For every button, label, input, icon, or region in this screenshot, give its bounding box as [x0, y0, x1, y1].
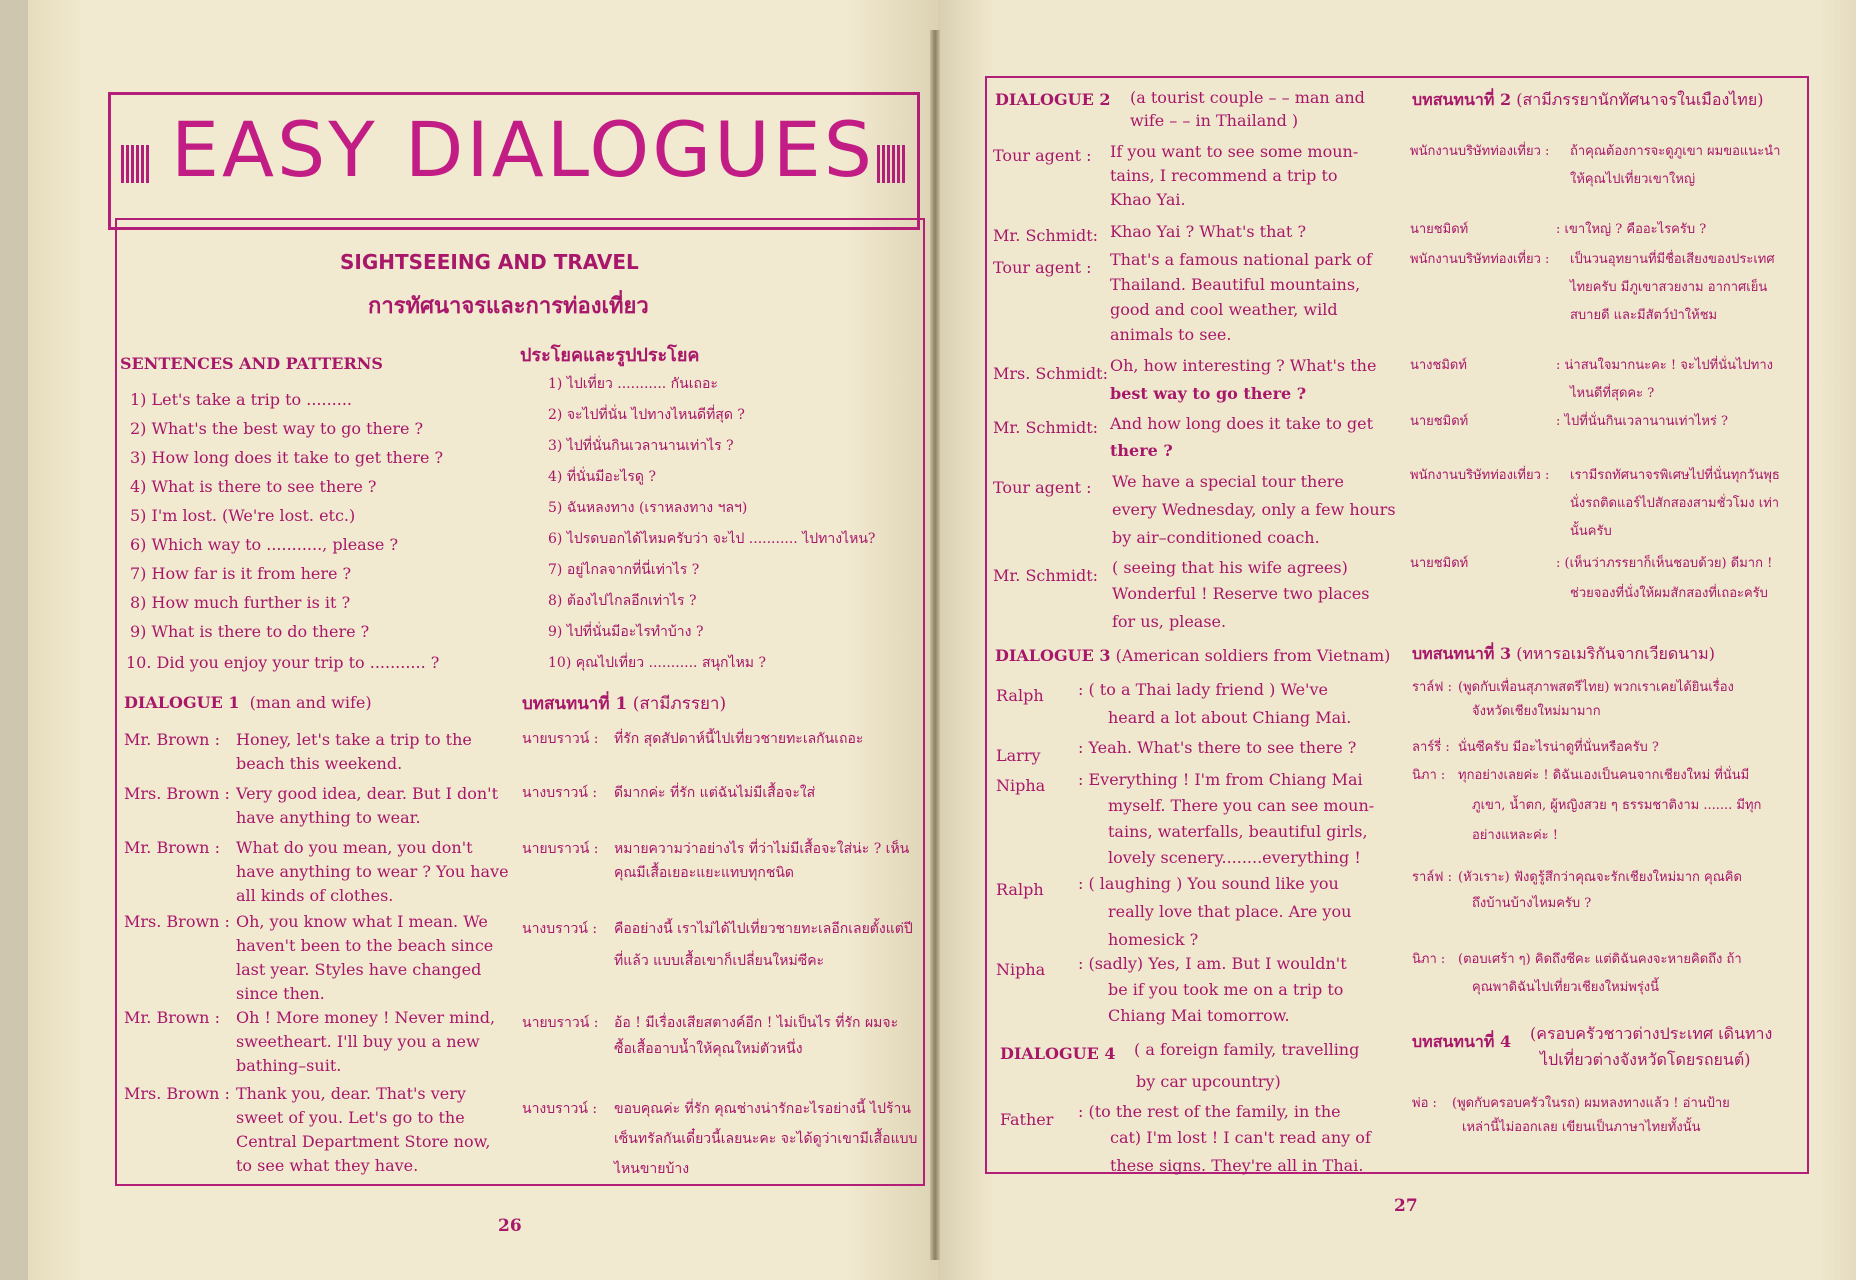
dialogue-line: beach this weekend. — [236, 754, 403, 773]
dialogue-line: Oh, you know what I mean. We — [236, 912, 488, 931]
page-title: EASY DIALOGUES — [171, 105, 875, 194]
dialogue-line: sweet of you. Let's go to the — [236, 1108, 465, 1127]
sentence-th: 1) ไปเที่ยว ........... กันเถอะ — [548, 376, 718, 392]
dialogue3-heading-en — [995, 646, 1390, 665]
title-bars-right — [877, 145, 907, 183]
dialogue2-subtitle: (a tourist couple – – man and — [1130, 88, 1365, 107]
dialogue4-subtitle-th: ไปเที่ยวต่างจังหวัดโดยรถยนต์) — [1540, 1050, 1751, 1069]
dialogue-line: If you want to see some moun- — [1110, 142, 1359, 161]
dialogue-line: have anything to wear. — [236, 808, 421, 827]
speaker-th: นิภา : — [1412, 952, 1446, 967]
speaker: Tour agent : — [993, 258, 1092, 277]
section-heading-th: การทัศนาจรและการท่องเที่ยว — [368, 293, 649, 319]
dialogue4-subtitle: by car upcountry) — [1136, 1072, 1281, 1091]
dialogue-line: lovely scenery........everything ! — [1108, 848, 1361, 867]
dialogue-line-th: เซ็นทรัลกันเดี๋ยวนี้เลยนะคะ จะได้ดูว่าเขามีเสื้อแบบ — [614, 1131, 918, 1147]
dialogue-line-th: ไหนดีที่สุดคะ ? — [1570, 386, 1655, 401]
speaker-th: พนักงานบริษัทท่องเที่ยว : — [1410, 144, 1550, 159]
dialogue-line-th: ถ้าคุณต้องการจะดูภูเขา ผมขอแนะนำ — [1570, 144, 1781, 159]
dialogue-line: good and cool weather, wild — [1110, 300, 1338, 319]
dialogue-line-th: : น่าสนใจมากนะคะ ! จะไปที่นั่นไปทาง — [1556, 358, 1774, 373]
speaker: Nipha — [996, 960, 1046, 979]
sentence-th: 6) ไปรดบอกได้ไหมครับว่า จะไป ........... ไปทางไหน? — [548, 531, 876, 547]
sentence-en: 9) What is there to do there ? — [130, 622, 370, 641]
speaker: Mrs. Schmidt: — [993, 364, 1108, 383]
title-bars-left — [121, 145, 151, 183]
dialogue2-title-th: บทสนทนาที่ 2 — [1412, 90, 1512, 109]
sentence-en: 3) How long does it take to get there ? — [130, 448, 444, 467]
dialogue-line-th: : เขาใหญ่ ? คืออะไรครับ ? — [1556, 222, 1707, 237]
dialogue2-heading-th — [1412, 88, 1763, 113]
sentence-en: 2) What's the best way to go there ? — [130, 419, 424, 438]
dialogue-line: haven't been to the beach since — [236, 936, 494, 955]
dialogue-line-th: ดีมากค่ะ ที่รัก แต่ฉันไม่มีเสื้อจะใส่ — [614, 785, 816, 801]
speaker: Mr. Schmidt: — [993, 566, 1099, 585]
dialogue4-subtitle: ( a foreign family, travelling — [1134, 1040, 1360, 1059]
dialogue-line-th: จังหวัดเชียงใหม่มามาก — [1472, 704, 1601, 719]
dialogue-line-th: (พูดกับเพื่อนสุภาพสตรีไทย) พวกเราเคยได้ยินเรื่อง — [1458, 680, 1734, 695]
dialogue-line: Very good idea, dear. But I don't — [236, 784, 499, 803]
speaker-th: นิภา : — [1412, 768, 1446, 783]
dialogue-line: cat) I'm lost ! I can't read any of — [1110, 1128, 1371, 1147]
dialogue-line-th: ช่วยจองที่นั่งให้ผมสักสองที่เถอะครับ — [1570, 586, 1768, 601]
speaker: Mrs. Brown : — [124, 912, 230, 931]
speaker: Father — [1000, 1110, 1054, 1129]
dialogue-line: Central Department Store now, — [236, 1132, 491, 1151]
dialogue-line-th: คืออย่างนี้ เราไม่ได้ไปเที่ยวชายทะเลอีกเลยตั้งแต่ปี — [614, 921, 913, 937]
section-heading-en: SIGHTSEEING AND TRAVEL — [340, 250, 639, 274]
dialogue1-subtitle-th: (สามีภรรยา) — [632, 694, 727, 714]
dialogue-line-th: สบายดี และมีสัตว์ป่าให้ชม — [1570, 308, 1718, 323]
sentence-en: 8) How much further is it ? — [130, 593, 351, 612]
speaker: Mr. Schmidt: — [993, 418, 1099, 437]
dialogue-line-th: ซื้อเสื้ออาบน้ำให้คุณใหม่ตัวหนึ่ง — [614, 1041, 803, 1057]
speaker-th: ราล์ฟ : — [1412, 870, 1452, 885]
speaker-th: นายบราวน์ : — [522, 1015, 599, 1031]
dialogue-line-th: นั้นครับ — [1570, 524, 1612, 539]
dialogue3-heading-th — [1412, 642, 1715, 667]
dialogue3-subtitle-th: (ทหารอเมริกันจากเวียดนาม) — [1516, 644, 1715, 663]
dialogue1-title-th: บทสนทนาที่ 1 — [522, 694, 628, 714]
dialogue-line-th: อย่างแหละค่ะ ! — [1472, 828, 1559, 843]
dialogue-line-th: ให้คุณไปเที่ยวเขาใหญ่ — [1570, 172, 1696, 187]
sentence-th: 9) ไปที่นั่นมีอะไรทำบ้าง ? — [548, 624, 704, 640]
sentence-en: 4) What is there to see there ? — [130, 477, 377, 496]
dialogue-line-th: ที่รัก สุดสัปดาห์นี้ไปเที่ยวชายทะเลกันเถอะ — [614, 731, 864, 747]
speaker-th: นายบราวน์ : — [522, 731, 599, 747]
dialogue-line: Thailand. Beautiful mountains, — [1110, 275, 1361, 294]
dialogue-line-th: คุณพาดิฉันไปเที่ยวเชียงใหม่พรุ่งนี้ — [1472, 980, 1660, 995]
dialogue-line-th: เป็นวนอุทยานที่มีชื่อเสียงของประเทศ — [1570, 252, 1775, 267]
dialogue-line-th: ไหนขายบ้าง — [614, 1161, 690, 1177]
dialogue-line: myself. There you can see moun- — [1108, 796, 1375, 815]
sentence-th: 3) ไปที่นั่นกินเวลานานเท่าไร ? — [548, 438, 734, 454]
dialogue2-subtitle-th: (สามีภรรยานักทัศนาจรในเมืองไทย) — [1516, 90, 1764, 109]
sentences-heading-th: ประโยคและรูปประโยค — [520, 345, 700, 366]
dialogue-line-th: (พูดกับครอบครัวในรถ) ผมหลงทางแล้ว ! อ่านป้าย — [1452, 1096, 1730, 1111]
speaker: Mr. Brown : — [124, 1008, 220, 1027]
dialogue-line: by air–conditioned coach. — [1112, 528, 1320, 547]
speaker-th: พ่อ : — [1412, 1096, 1437, 1111]
dialogue-line: : Yeah. What's there to see there ? — [1078, 738, 1357, 757]
dialogue-line-th: (ตอบเศร้า ๆ) คิดถึงซีคะ แต่ดิฉันคงจะหายคิดถึง ถ้า — [1458, 952, 1742, 967]
dialogue-line: homesick ? — [1108, 930, 1199, 949]
dialogue-line: Khao Yai. — [1110, 190, 1186, 209]
dialogue3-subtitle: (American soldiers from Vietnam) — [1115, 646, 1391, 665]
speaker: Mr. Brown : — [124, 838, 220, 857]
sentences-heading-en: SENTENCES AND PATTERNS — [120, 354, 383, 373]
dialogue-line: And how long does it take to get — [1110, 414, 1374, 433]
speaker-th: นางบราวน์ : — [522, 785, 598, 801]
dialogue-line: : ( laughing ) You sound like you — [1078, 874, 1339, 893]
speaker: Mr. Brown : — [124, 730, 220, 749]
sentence-en: 7) How far is it from here ? — [130, 564, 352, 583]
sentence-th: 8) ต้องไปไกลอีกเท่าไร ? — [548, 593, 697, 609]
dialogue-line: Oh ! More money ! Never mind, — [236, 1008, 496, 1027]
speaker: Mr. Schmidt: — [993, 226, 1099, 245]
dialogue-line: heard a lot about Chiang Mai. — [1108, 708, 1352, 727]
dialogue-line-th: ไทยครับ มีภูเขาสวยงาม อากาศเย็น — [1570, 280, 1768, 295]
dialogue-line: animals to see. — [1110, 325, 1232, 344]
dialogue-line: We have a special tour there — [1112, 472, 1344, 491]
speaker: Ralph — [996, 880, 1044, 899]
dialogue-line: Chiang Mai tomorrow. — [1108, 1006, 1290, 1025]
dialogue-line-th: ถึงบ้านบ้างไหมครับ ? — [1472, 896, 1592, 911]
dialogue1-heading-th — [522, 690, 726, 717]
speaker-th: พนักงานบริษัทท่องเที่ยว : — [1410, 468, 1550, 483]
dialogue-line: Honey, let's take a trip to the — [236, 730, 472, 749]
dialogue-line: : (to the rest of the family, in the — [1078, 1102, 1341, 1121]
speaker: Tour agent : — [993, 478, 1092, 497]
speaker-th: นางบราวน์ : — [522, 1101, 598, 1117]
dialogue-line: bathing–suit. — [236, 1056, 342, 1075]
dialogue1-subtitle: (man and wife) — [249, 693, 372, 712]
dialogue1-heading-en — [124, 693, 372, 712]
speaker-th: นายบราวน์ : — [522, 841, 599, 857]
sentence-th: 5) ฉันหลงทาง (เราหลงทาง ฯลฯ) — [548, 500, 748, 516]
dialogue-line: tains, waterfalls, beautiful girls, — [1108, 822, 1368, 841]
dialogue-line: since then. — [236, 984, 325, 1003]
book-gutter — [930, 30, 940, 1260]
dialogue-line: there ? — [1110, 441, 1173, 460]
dialogue-line-th: เหล่านี้ไม่ออกเลย เขียนเป็นภาษาไทยทั้งนั้น — [1462, 1120, 1701, 1135]
dialogue-line-th: ทุกอย่างเลยค่ะ ! ดิฉันเองเป็นคนจากเชียงใหม่ ที่นั่นมี — [1458, 768, 1750, 783]
sentence-th: 2) จะไปที่นั่น ไปทางไหนดีที่สุด ? — [548, 407, 745, 423]
speaker-th: นางชมิดท์ — [1410, 358, 1467, 373]
sentence-en: 5) I'm lost. (We're lost. etc.) — [130, 506, 356, 525]
dialogue-line: : Everything ! I'm from Chiang Mai — [1078, 770, 1363, 789]
dialogue-line: best way to go there ? — [1110, 384, 1307, 403]
dialogue-line-th: อ้อ ! มีเรื่องเสียสตางค์อีก ! ไม่เป็นไร ที่รัก ผมจะ — [614, 1015, 899, 1031]
sentence-th: 4) ที่นั่นมีอะไรดู ? — [548, 469, 656, 485]
dialogue1-title: DIALOGUE 1 — [124, 693, 240, 712]
dialogue-line: tains, I recommend a trip to — [1110, 166, 1338, 185]
speaker-th: ราล์ฟ : — [1412, 680, 1452, 695]
dialogue-line: ( seeing that his wife agrees) — [1112, 558, 1348, 577]
sentence-th: 10) คุณไปเที่ยว ........... สนุกไหม ? — [548, 655, 766, 671]
speaker: Larry — [996, 746, 1041, 765]
speaker: Mrs. Brown : — [124, 1084, 230, 1103]
page-number-right: 27 — [1394, 1196, 1418, 1216]
speaker-th: นางบราวน์ : — [522, 921, 598, 937]
speaker: Ralph — [996, 686, 1044, 705]
speaker-th: พนักงานบริษัทท่องเที่ยว : — [1410, 252, 1550, 267]
sentence-en: 6) Which way to ..........., please ? — [130, 535, 399, 554]
dialogue4-title-th: บทสนทนาที่ 4 — [1412, 1032, 1512, 1051]
dialogue-line: every Wednesday, only a few hours — [1112, 500, 1396, 519]
speaker-th: นายชมิดท์ — [1410, 222, 1469, 237]
dialogue-line-th: : ไปที่นั่นกินเวลานานเท่าไหร่ ? — [1556, 414, 1728, 429]
dialogue-line: Thank you, dear. That's very — [236, 1084, 466, 1103]
dialogue3-title-th: บทสนทนาที่ 3 — [1412, 644, 1512, 663]
dialogue-line-th: ภูเขา, น้ำตก, ผู้หญิงสวย ๆ ธรรมชาติงาม ....... มีทุก — [1472, 798, 1762, 813]
dialogue-line: : ( to a Thai lady friend ) We've — [1078, 680, 1328, 699]
dialogue-line-th: (หัวเราะ) ฟังดูรู้สึกว่าคุณจะรักเชียงใหม่มาก คุณคิด — [1458, 870, 1742, 885]
dialogue-line: That's a famous national park of — [1110, 250, 1372, 269]
dialogue3-title: DIALOGUE 3 — [995, 646, 1111, 665]
dialogue-line: Wonderful ! Reserve two places — [1112, 584, 1370, 603]
sentence-en: 1) Let's take a trip to ......... — [130, 390, 353, 409]
dialogue-line-th: เรามีรถทัศนาจรพิเศษไปที่นั่นทุกวันพุธ — [1570, 468, 1780, 483]
sentence-th: 7) อยู่ไกลจากที่นี่เท่าไร ? — [548, 562, 700, 578]
dialogue-line: last year. Styles have changed — [236, 960, 482, 979]
dialogue-line: have anything to wear ? You have — [236, 862, 509, 881]
dialogue-line: be if you took me on a trip to — [1108, 980, 1344, 999]
dialogue-line: all kinds of clothes. — [236, 886, 394, 905]
dialogue-line: Khao Yai ? What's that ? — [1110, 222, 1307, 241]
dialogue-line: What do you mean, you don't — [236, 838, 473, 857]
title-banner — [108, 92, 920, 230]
dialogue-line-th: นั่งรถติดแอร์ไปสักสองสามชั่วโมง เท่า — [1570, 496, 1780, 511]
dialogue-line-th: ที่แล้ว แบบเสื้อเขาก็เปลี่ยนใหม่ซีคะ — [614, 953, 825, 969]
dialogue-line: these signs. They're all in Thai. — [1110, 1156, 1364, 1175]
dialogue-line-th: คุณมีเสื้อเยอะแยะแทบทุกชนิด — [614, 865, 794, 881]
dialogue-line: Oh, how interesting ? What's the — [1110, 356, 1377, 375]
dialogue-line-th: นั่นซีครับ มีอะไรน่าดูที่นั่นหรือครับ ? — [1458, 740, 1659, 755]
dialogue-line-th: : (เห็นว่าภรรยาก็เห็นชอบด้วย) ดีมาก ! — [1556, 556, 1773, 571]
speaker: Nipha — [996, 776, 1046, 795]
dialogue-line: to see what they have. — [236, 1156, 419, 1175]
speaker: Tour agent : — [993, 146, 1092, 165]
dialogue2-subtitle: wife – – in Thailand ) — [1130, 111, 1299, 130]
dialogue-line-th: หมายความว่าอย่างไร ที่ว่าไม่มีเสื้อจะใส่น่ะ ? เห็น — [614, 841, 910, 857]
speaker-th: นายชมิดท์ — [1410, 556, 1469, 571]
dialogue-line: sweetheart. I'll buy you a new — [236, 1032, 480, 1051]
speaker-th: ลาร์รี่ : — [1412, 740, 1450, 755]
dialogue4-title: DIALOGUE 4 — [1000, 1044, 1116, 1063]
speaker: Mrs. Brown : — [124, 784, 230, 803]
dialogue4-subtitle-th: (ครอบครัวชาวต่างประเทศ เดินทาง — [1530, 1024, 1773, 1043]
page-number-left: 26 — [498, 1216, 522, 1236]
speaker-th: นายชมิดท์ — [1410, 414, 1469, 429]
dialogue-line: for us, please. — [1112, 612, 1227, 631]
dialogue-line: really love that place. Are you — [1108, 902, 1352, 921]
sentence-en: 10. Did you enjoy your trip to ........... ? — [126, 653, 440, 672]
dialogue-line: : (sadly) Yes, I am. But I wouldn't — [1078, 954, 1347, 973]
dialogue2-title: DIALOGUE 2 — [995, 90, 1111, 109]
dialogue-line-th: ขอบคุณค่ะ ที่รัก คุณช่างน่ารักอะไรอย่างนี้ ไปร้าน — [614, 1101, 911, 1117]
